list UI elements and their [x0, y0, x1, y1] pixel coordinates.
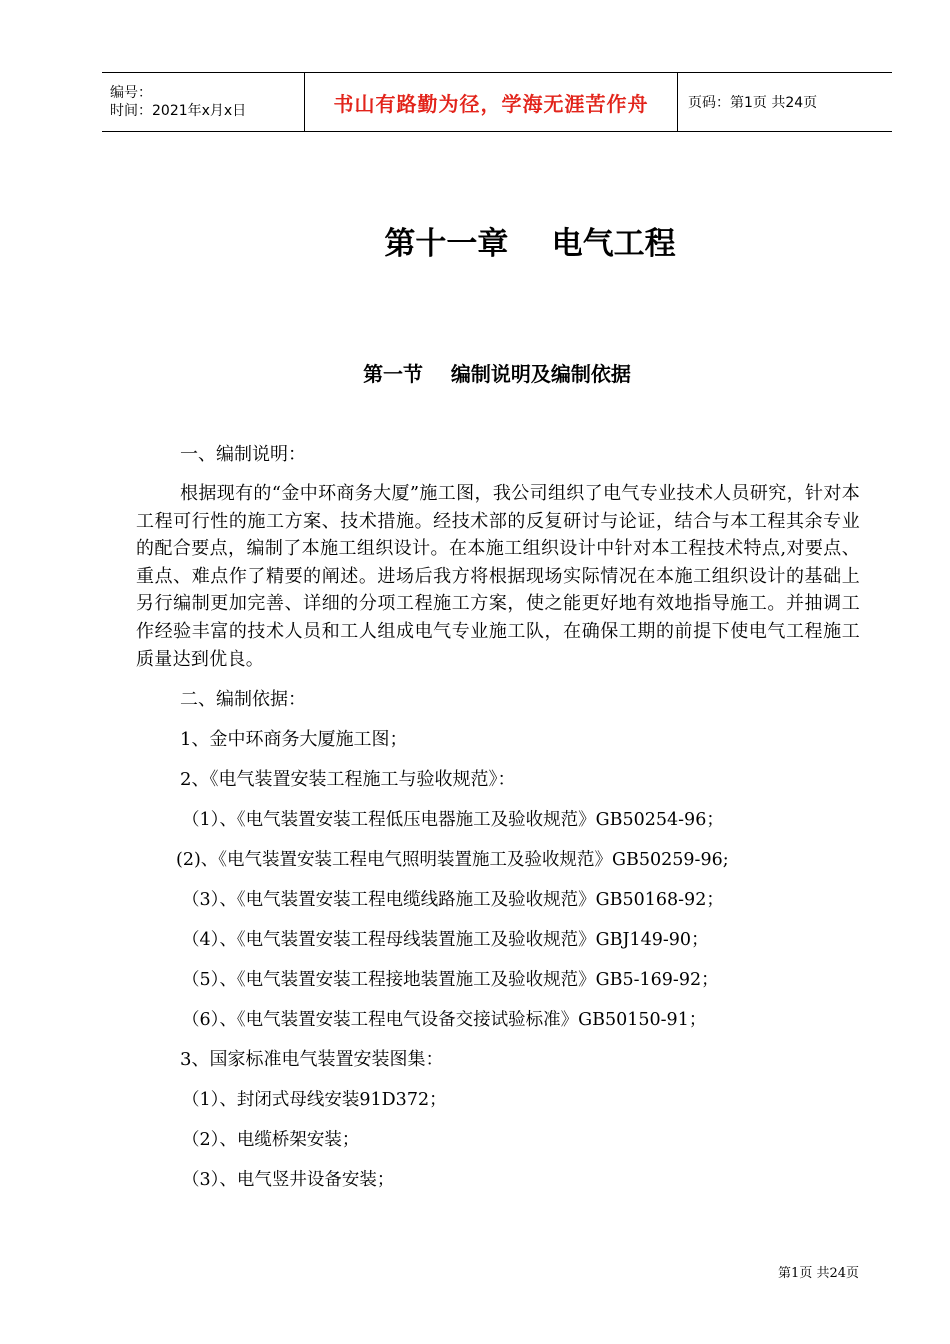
header-motto: 书山有路勤为径，学海无涯苦作舟	[333, 91, 649, 116]
header-page-number: 页码：第1页 共24页	[688, 95, 818, 111]
document-date: 时间：2021年x月x日	[110, 103, 247, 119]
basis-item-1: 1、金中环商务大厦施工图；	[180, 729, 408, 751]
basis-subitem: （5）、《电气装置安装工程接地装置施工及验收规范》GB5-169-92；	[182, 970, 719, 991]
part2-heading: 二、编制依据：	[180, 689, 306, 711]
basis-subitem: （6）、《电气装置安装工程电气设备交接试验标准》GB50150-91；	[182, 1010, 707, 1031]
header-meta-cell	[102, 73, 304, 131]
basis-subitem: （3）、《电气装置安装工程电缆线路施工及验收规范》GB50168-92；	[182, 890, 724, 911]
page-footer: 第1页 共24页	[778, 1266, 859, 1281]
basis-subitem: (2)、《电气装置安装工程电气照明装置施工及验收规范》GB50259-96;	[176, 850, 729, 871]
basis-item-2: 2、《电气装置安装工程施工与验收规范》：	[180, 769, 516, 791]
document-header	[102, 72, 892, 132]
header-motto-cell	[304, 73, 678, 131]
basis-subitem: （4）、《电气装置安装工程母线装置施工及验收规范》GBJ149-90；	[182, 930, 709, 951]
header-page-cell	[678, 73, 892, 131]
section-title: 第一节 编制说明及编制依据	[363, 362, 631, 386]
document-body	[136, 440, 860, 1205]
chapter-title: 第十一章 电气工程	[384, 226, 676, 262]
atlas-subitem: （1）、封闭式母线安装91D372；	[182, 1090, 447, 1111]
atlas-subitem: （3）、电气竖井设备安装；	[182, 1170, 395, 1191]
part1-paragraph: 根据现有的“金中环商务大厦”施工图，我公司组织了电气专业技术人员研究，针对本工程可行性的施工方案、技术措施。经技术部的反复研讨与论证，结合与本工程其余专业的配合要点，编制了本施工组织设计。在本施工组织设计中针对本工程技术特点,对要点、重点、难点作了精要的阐述。进场后我方将根据现场实际情况在本施工组织设计的基础上另行编制更加完善、详细的分项工程施工方案，使之能更好地有效地指导施工。并抽调工作经验丰富的技术人员和工人组成电气专业施工队，在确保工期的前提下使电气工程施工质量达到优良。	[136, 483, 860, 670]
document-number-label: 编号：	[110, 85, 152, 101]
atlas-subitem: （2）、电缆桥架安装；	[182, 1130, 360, 1151]
basis-subitem: （1）、《电气装置安装工程低压电器施工及验收规范》GB50254-96；	[182, 810, 724, 831]
basis-item-3: 3、国家标准电气装置安装图集：	[180, 1049, 444, 1071]
part1-heading: 一、编制说明：	[180, 444, 306, 465]
